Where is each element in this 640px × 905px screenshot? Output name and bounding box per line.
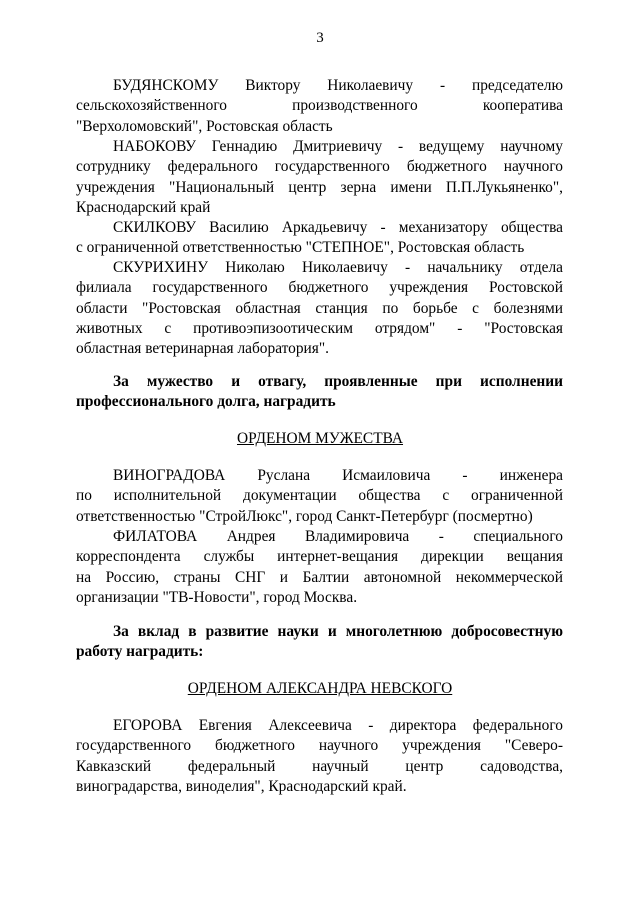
entry-line: сотруднику федерального государственного бюджетного научного	[76, 158, 563, 176]
heading-line: работу наградить:	[76, 643, 204, 660]
entry-line: СКУРИХИНУ Николаю Николаевичу - начальнику отдела	[113, 259, 563, 276]
heading-line: За вклад в развитие науки и многолетнюю добросовестную	[113, 623, 563, 640]
award-entry	[76, 258, 563, 359]
entry-line: организации "ТВ-Новости", город Москва.	[76, 588, 358, 606]
entry-line: на Россию, страны СНГ и Балтии автономной некоммерческой	[76, 568, 563, 586]
entry-line: ЕГОРОВА Евгения Алексеевича - директора федерального	[113, 717, 563, 734]
entry-line: Краснодарский край	[76, 198, 211, 216]
award-entry	[76, 76, 563, 137]
entry-line: государственного бюджетного научного учреждения "Северо-	[76, 737, 563, 755]
entry-line: ФИЛАТОВА Андрея Владимировича - специального	[113, 528, 563, 545]
entry-line: областная ветеринарная лаборатория".	[76, 340, 329, 358]
entry-line: "Верхоломовский", Ростовская область	[76, 117, 333, 135]
award-entry	[76, 466, 563, 527]
page-number: 3	[316, 30, 324, 46]
heading-line: профессионального долга, наградить	[76, 393, 336, 410]
award-entry	[76, 527, 563, 608]
entry-line: с ограниченной ответственностью "СТЕПНОЕ", Ростовская область	[76, 239, 525, 257]
entry-line: ВИНОГРАДОВА Руслана Исмаиловича - инженера	[113, 467, 563, 484]
entry-line: филиала государственного бюджетного учреждения Ростовской	[76, 279, 563, 297]
entry-line: СКИЛКОВУ Василию Аркадьевичу - механизатору общества	[113, 219, 563, 236]
entry-line: области "Ростовская областная станция по борьбе с болезнями	[76, 299, 563, 317]
entry-line: животных с противоэпизоотическим отрядом" - "Ростовская	[76, 319, 563, 337]
entry-line: Кавказский федеральный научный центр садоводства,	[76, 757, 563, 775]
heading-line: За мужество и отвагу, проявленные при исполнении	[113, 373, 563, 390]
entry-line: по исполнительной документации общества с ограниченной	[76, 487, 563, 505]
entry-line: НАБОКОВУ Геннадию Дмитриевичу - ведущему научному	[113, 138, 563, 155]
award-entry	[76, 137, 563, 218]
entry-line: виноградарства, виноделия", Краснодарский край.	[76, 777, 407, 795]
entry-line: БУДЯНСКОМУ Виктору Николаевичу - председателю	[113, 77, 563, 94]
order-title: ОРДЕНОМ МУЖЕСТВА	[236, 430, 404, 447]
section-heading	[76, 372, 563, 412]
award-entry	[76, 716, 563, 797]
entry-line: сельскохозяйственного производственного кооператива	[76, 97, 563, 115]
section-heading	[76, 622, 563, 662]
entry-line: ответственностью "СтройЛюкс", город Санкт-Петербург (посмертно)	[76, 507, 533, 525]
award-entry	[76, 218, 563, 259]
entry-line: учреждения "Национальный центр зерна имени П.П.Лукьяненко",	[76, 178, 563, 196]
order-title: ОРДЕНОМ АЛЕКСАНДРА НЕВСКОГО	[187, 680, 453, 697]
entry-line: корреспондента службы интернет-вещания дирекции вещания	[76, 548, 563, 566]
